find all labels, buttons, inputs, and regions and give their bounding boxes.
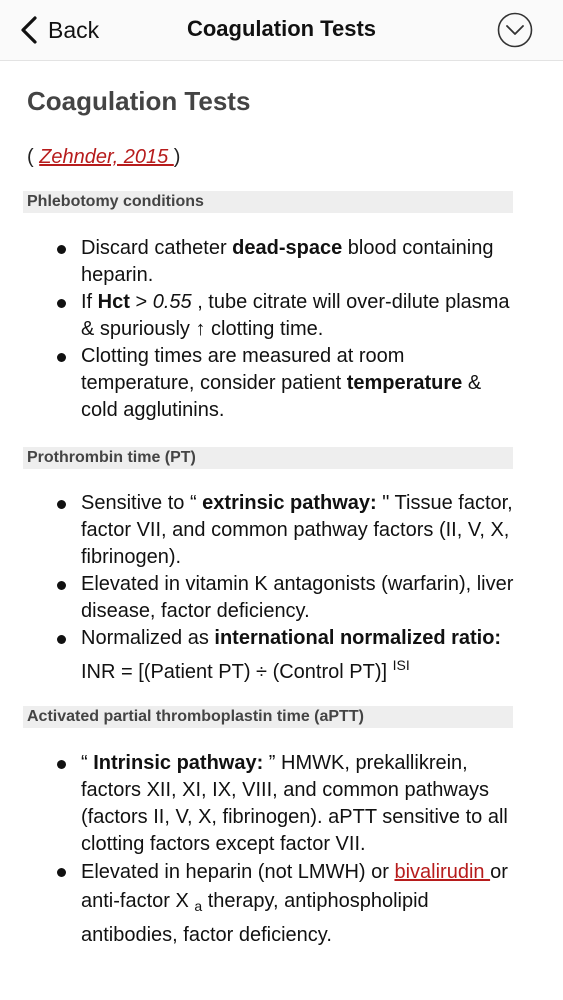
- text-bold: international normalized ratio:: [214, 627, 502, 649]
- section-header-phlebotomy: Phlebotomy conditions: [23, 191, 513, 213]
- list-aptt: [0, 750, 520, 950]
- text: or anti-factor X: [81, 861, 508, 912]
- list-item: [0, 343, 520, 424]
- list-item: [0, 235, 520, 289]
- text-bold: temperature: [346, 372, 463, 394]
- list-item: [0, 625, 520, 686]
- page-title: Coagulation Tests: [27, 86, 251, 116]
- text-bold: dead-space: [232, 237, 343, 259]
- text: Elevated in heparin (not LMWH) or: [81, 861, 395, 883]
- text: Normalized as: [81, 627, 215, 649]
- text: blood containing heparin.: [81, 237, 494, 286]
- text: , tube citrate will over-dilute plasma & spuriously ↑ clotting time.: [81, 291, 510, 340]
- text: therapy, antiphospholipid antibodies, factor deficiency.: [81, 890, 429, 946]
- list-item: [0, 571, 520, 625]
- list-pt: [0, 490, 520, 686]
- list-phlebotomy: [0, 235, 520, 424]
- text-bold: Intrinsic pathway:: [93, 752, 264, 774]
- text: Elevated in vitamin K antagonists (warfarin), liver disease, factor deficiency.: [81, 573, 514, 622]
- text-italic: 0.55: [152, 291, 192, 313]
- text: " Tissue factor, factor VII, and common pathway factors (II, V, X, fibrinogen).: [81, 492, 513, 568]
- text-bold: extrinsic pathway:: [202, 492, 377, 514]
- section-header-aptt: Activated partial thromboplastin time (aPTT): [23, 706, 513, 728]
- text: ” HMWK, prekallikrein, factors XII, XI, IX, VIII, and common pathways (factors II, V, X, fibrinogen). aPTT sensitive to all clotting factors except factor VII.: [81, 752, 508, 855]
- text: & cold agglutinins.: [81, 372, 482, 421]
- citation-open: (: [27, 146, 40, 168]
- list-item: [0, 289, 520, 343]
- citation-close: ): [173, 146, 181, 168]
- superscript: ISI: [392, 657, 410, 673]
- text: If: [81, 291, 98, 313]
- nav-bar: [0, 0, 563, 61]
- text: Sensitive to “: [81, 492, 203, 514]
- list-item: [0, 750, 520, 858]
- text-bold: Hct: [97, 291, 130, 313]
- list-item: [0, 858, 520, 950]
- nav-title: Coagulation Tests: [186, 16, 377, 41]
- text: “: [81, 752, 94, 774]
- subscript: a: [194, 898, 203, 914]
- text: Clotting times are measured at room temperature, consider patient: [81, 345, 405, 394]
- text: >: [129, 291, 153, 313]
- text: Discard catheter: [81, 237, 233, 259]
- bivalirudin-link[interactable]: bivalirudin: [394, 861, 491, 883]
- chevron-down-circle-icon[interactable]: [497, 12, 533, 48]
- citation-link[interactable]: Zehnder, 2015: [39, 146, 174, 168]
- text: INR = [(Patient PT) ÷ (Control PT)]: [81, 661, 393, 683]
- section-header-pt: Prothrombin time (PT): [23, 447, 513, 469]
- citation: [27, 146, 180, 169]
- list-item: [0, 490, 520, 571]
- back-label: Back: [48, 16, 100, 43]
